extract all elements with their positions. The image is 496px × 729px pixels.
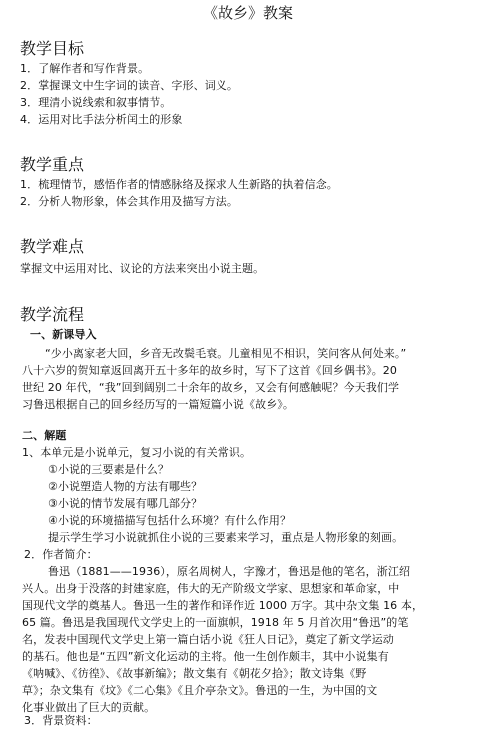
section-heading-difficulties: 教学难点 [20,237,85,256]
key-point-item: 2．分析人物形象，体会其作用及描写方法。 [20,195,238,208]
intro-line: 习鲁迅根据自己的回乡经历写的一篇短篇小说《故乡》。 [22,398,294,411]
explain-line: 草》；杂文集有《坟》《二心集》《且介亭杂文》。鲁迅的一生，为中国的文 [22,684,378,697]
explain-line: 2．作者简介： [24,548,98,561]
explain-heading: 二、解题 [22,429,67,442]
key-point-item: 1．梳理情节，感悟作者的情感脉络及探求人生新路的执着信念。 [20,178,338,191]
goal-item: 4．运用对比手法分析闰土的形象 [20,113,183,126]
explain-line: 化事业做出了巨大的贡献。 [22,701,156,714]
explain-line: 65 篇。鲁迅是我国现代文学史上的一面旗帜，1918 年 5 月首次用“鲁迅”的笔 [22,616,409,629]
explain-line: 的基石。他也是“五四”新文化运动的主将。他一生创作颇丰，其中小说集有 [22,650,389,663]
section-heading-process: 教学流程 [20,305,85,324]
intro-line: “少小离家老大回，乡音无改鬓毛衰。儿童相见不相识，笑问客从何处来。” [45,347,407,360]
explain-line: 兴人。出身于没落的封建家庭，伟大的无产阶级文学家、思想家和革命家，中 [22,582,400,595]
explain-line: ③小说的情节发展有哪几部分？ [48,497,203,510]
goal-item: 1．了解作者和写作背景。 [20,62,150,75]
document-title: 《故乡》教案 [202,4,293,22]
explain-line: 3．背景资料： [24,714,98,727]
explain-line: 国现代文学的奠基人。鲁迅一生的著作和译作近 1000 万字。其中杂文集 16 本， [22,599,424,612]
explain-line: 《呐喊》、《彷徨》、《故事新编》；散文集有《朝花夕拾》；散文诗集《野 [22,667,367,680]
goal-item: 2．掌握课文中生字词的读音、字形、词义。 [20,79,238,92]
intro-line: 八十六岁的贺知章返回离开五十多年的故乡时，写下了这首《回乡偶书》。20 [22,364,397,377]
explain-line: 鲁迅（1881——1936），原名周树人，字豫才，鲁迅是他的笔名，浙江绍 [48,565,411,578]
section-heading-key-points: 教学重点 [20,155,85,174]
section-heading-goals: 教学目标 [20,39,85,58]
explain-line: 提示学生学习小说就抓住小说的三要素来学习，重点是人物形象的刻画。 [48,531,404,544]
intro-line: 世纪 20 年代，“我”回到阔别二十余年的故乡，又会有何感触呢？今天我们学 [22,381,400,394]
explain-line: ①小说的三要素是什么？ [48,463,169,476]
explain-line: 1、本单元是小说单元，复习小说的有关常识。 [22,446,252,459]
explain-line: ②小说塑造人物的方法有哪些？ [48,480,203,493]
explain-line: ④小说的环境描描写包括什么环境？有什么作用？ [48,514,292,527]
goal-item: 3．理清小说线索和叙事情节。 [20,96,172,109]
intro-heading: 一、新课导入 [30,328,97,341]
explain-line: 名，发表中国现代文学史上第一篇白话小说《狂人日记》，奠定了新文学运动 [22,633,394,646]
difficulty-text: 掌握文中运用对比、议论的方法来突出小说主题。 [20,262,265,275]
